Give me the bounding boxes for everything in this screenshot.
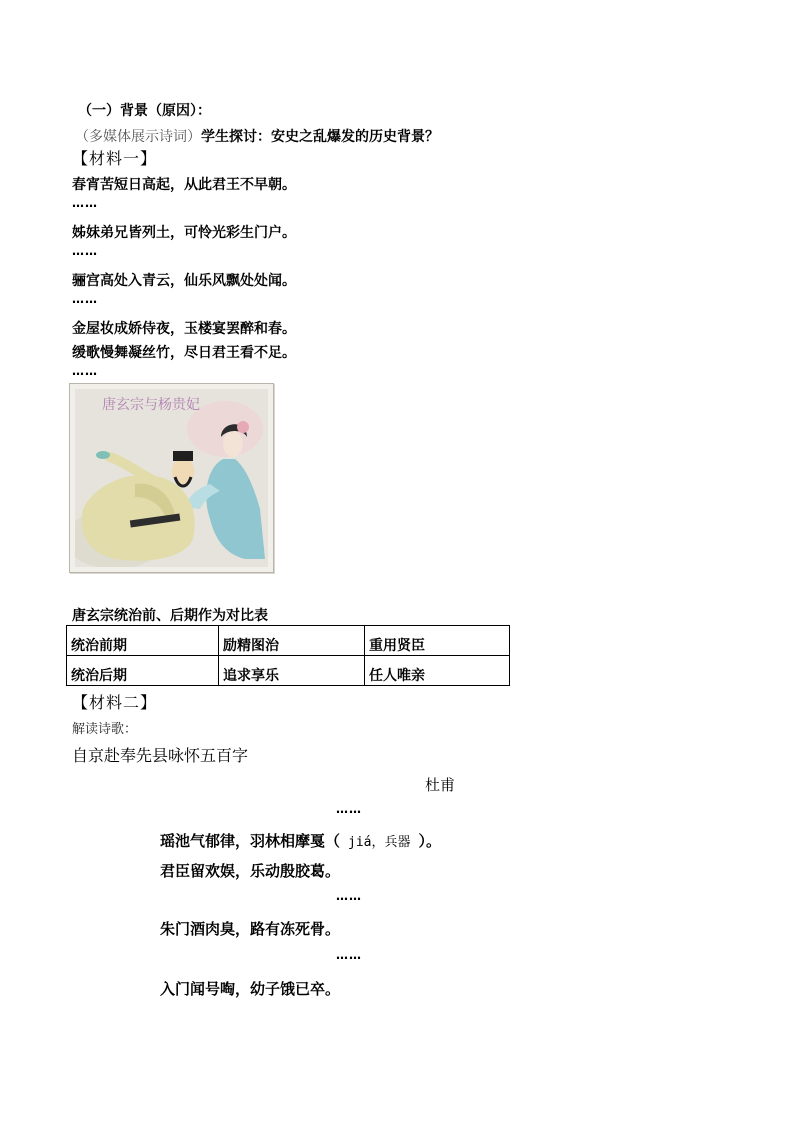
- painting-xuanzong-yang-guifei: [69, 383, 274, 573]
- painting-illustration: [75, 389, 268, 567]
- poem-author: 杜甫: [425, 776, 456, 794]
- poem-line: 缓歌慢舞凝丝竹，尽日君王看不足。: [72, 345, 296, 361]
- table-cell: 重用贤臣: [365, 626, 510, 656]
- verse-line: 朱门酒肉臭，路有冻死骨。: [160, 920, 341, 938]
- section-heading: （一）背景（原因）：: [78, 103, 211, 119]
- ellipsis: ……: [72, 244, 98, 258]
- discussion-prompt: [75, 126, 439, 146]
- verse-line: 君臣留欢娱，乐动殷胶葛。: [160, 862, 341, 880]
- poem-line: 春宵苦短日高起，从此君王不早朝。: [72, 177, 296, 193]
- ellipsis: ……: [72, 364, 98, 378]
- verse-close: ）。: [418, 832, 442, 850]
- ellipsis: ……: [72, 292, 98, 306]
- ellipsis: ……: [336, 889, 362, 903]
- pronunciation-note: jiá，兵器: [348, 835, 411, 850]
- poem-line: 骊宫高处入青云，仙乐风飘处处闻。: [72, 273, 296, 289]
- material-two-heading: 【材料二】: [72, 693, 158, 712]
- prompt-prefix: （多媒体展示诗词）: [75, 129, 201, 145]
- verse-line: 入门闻号啕，幼子饿已卒。: [160, 980, 341, 998]
- poem-line: 金屋妆成娇侍夜，玉楼宴罢醉和春。: [72, 321, 296, 337]
- painting-caption: 唐玄宗与杨贵妃: [102, 397, 200, 413]
- poem-line: 姊妹弟兄皆列土，可怜光彩生门户。: [72, 225, 296, 241]
- table-cell: 励精图治: [219, 626, 365, 656]
- ellipsis: ……: [336, 948, 362, 962]
- verse-text: 瑶池气郁律，羽林相摩戛（: [160, 832, 341, 850]
- table-cell: 追求享乐: [219, 656, 365, 686]
- verse-line: [160, 830, 441, 851]
- ellipsis: ……: [72, 196, 98, 210]
- table-row: [67, 656, 510, 686]
- prompt-question: 学生探讨：安史之乱爆发的历史背景？: [201, 129, 439, 145]
- table-cell: 统治后期: [67, 656, 219, 686]
- table-cell: 任人唯亲: [365, 656, 510, 686]
- comparison-table: [66, 625, 510, 686]
- instruction-text: 解读诗歌：: [72, 722, 138, 737]
- poem-title: 自京赴奉先县咏怀五百字: [72, 746, 249, 765]
- ellipsis: ……: [336, 802, 362, 816]
- table-title: 唐玄宗统治前、后期作为对比表: [72, 608, 268, 624]
- material-one-heading: 【材料一】: [72, 149, 158, 168]
- table-row: [67, 626, 510, 656]
- table-cell: 统治前期: [67, 626, 219, 656]
